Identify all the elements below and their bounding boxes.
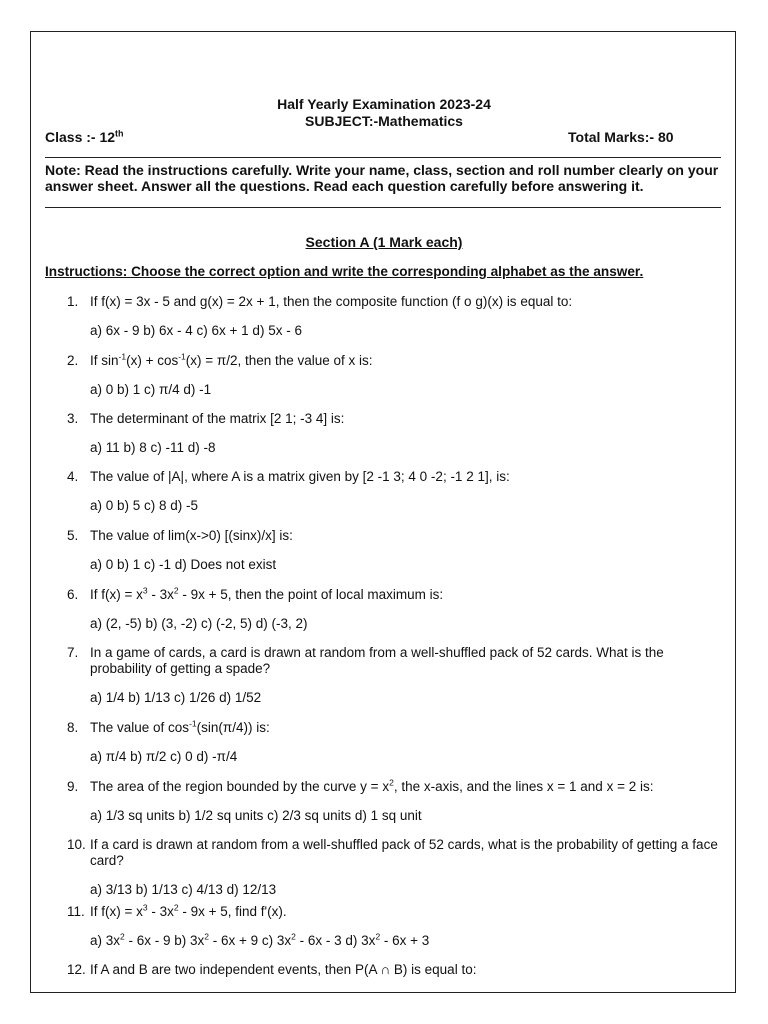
question-options: a) 3/13 b) 1/13 c) 4/13 d) 12/13 xyxy=(90,882,277,897)
divider xyxy=(45,157,721,158)
question-number: 10. xyxy=(67,837,86,852)
question-options: a) π/4 b) π/2 c) 0 d) -π/4 xyxy=(90,749,238,764)
question-number: 7. xyxy=(67,645,79,660)
question-text: The value of |A|, where A is a matrix given by [2 -1 3; 4 0 -2; -1 2 1], is: xyxy=(90,469,510,484)
question-number: 5. xyxy=(67,528,79,543)
exam-title: Half Yearly Examination 2023-24 xyxy=(277,96,491,112)
section-instructions: Instructions: Choose the correct option and write the corresponding alphabet as the answer. xyxy=(45,264,644,279)
question-number: 1. xyxy=(67,294,79,309)
question-text: If $f(x) = x^3 - 3x^2 - 9x + 5$, then the point of local maximum is: xyxy=(90,585,444,602)
question-number: 2. xyxy=(67,353,79,368)
question-text: The value of lim(x->0) [(sinx)/x] is: xyxy=(90,528,293,543)
question-text: In a game of cards, a card is drawn at random from a well-shuffled pack of 52 cards. What is the probability of getting a spade? xyxy=(90,645,664,676)
question-number: 8. xyxy=(67,720,79,735)
question-number: 4. xyxy=(67,469,79,484)
question-text: If $\sin^{-1}(x) + \cos^{-1}(x) = \pi/2$, then the value of x is: xyxy=(90,351,373,368)
question-options: a) (2, -5) b) (3, -2) c) (-2, 5) d) (-3, 2) xyxy=(90,616,308,631)
question-options: a) 11 b) 8 c) -11 d) -8 xyxy=(90,440,216,455)
question-options: a) 1/4 b) 1/13 c) 1/26 d) 1/52 xyxy=(90,690,262,705)
question-number: 9. xyxy=(67,779,79,794)
question-options: a) 1/3 sq units b) 1/2 sq units c) 2/3 sq units d) 1 sq unit xyxy=(90,808,422,823)
question-text: The determinant of the matrix [2 1; -3 4] is: xyxy=(90,411,345,426)
divider xyxy=(45,207,721,208)
subject-title: SUBJECT:-Mathematics xyxy=(305,113,463,129)
section-title: Section A (1 Mark each) xyxy=(305,234,463,250)
question-number: 3. xyxy=(67,411,79,426)
question-text: If A and B are two independent events, then P(A ∩ B) is equal to: xyxy=(90,962,477,977)
question-number: 12. xyxy=(67,962,86,977)
total-marks: Total Marks:- 80 xyxy=(568,129,674,145)
question-options: a) 0 b) 5 c) 8 d) -5 xyxy=(90,498,199,513)
question-text: The area of the region bounded by the curve $y = x^2$, the x-axis, and the lines x = 1 and x = 2 is: xyxy=(90,777,654,794)
question-options: a) $3x^2 - 6x - 9$ b) $3x^2 - 6x + 9$ c) $3x^2 - 6x - 3$ d) $3x^2 - 6x + 3$ xyxy=(90,931,430,948)
question-text: The value of $\cos^{-1}(\sin(\pi/4))$ is: xyxy=(90,718,270,735)
question-text: If a card is drawn at random from a well-shuffled pack of 52 cards, what is the probability of getting a face card? xyxy=(90,837,718,868)
question-options: a) 0 b) 1 c) π/4 d) -1 xyxy=(90,382,212,397)
question-text: If f(x) = 3x - 5 and g(x) = 2x + 1, then the composite function (f o g)(x) is equal to: xyxy=(90,294,573,309)
class-label: Class :- 12th xyxy=(45,128,124,145)
question-options: a) 6x - 9 b) 6x - 4 c) 6x + 1 d) 5x - 6 xyxy=(90,323,302,338)
question-number: 6. xyxy=(67,587,79,602)
note-text: Note: Read the instructions carefully. Write your name, class, section and roll number clearly on your answer sheet. Answer all the questions. Read each question carefully before answering it. xyxy=(45,162,719,194)
question-text: If $f(x) = x^3 - 3x^2 - 9x + 5$, find f'(x). xyxy=(90,902,287,919)
question-options: a) 0 b) 1 c) -1 d) Does not exist xyxy=(90,557,277,572)
question-number: 11. xyxy=(67,904,85,919)
